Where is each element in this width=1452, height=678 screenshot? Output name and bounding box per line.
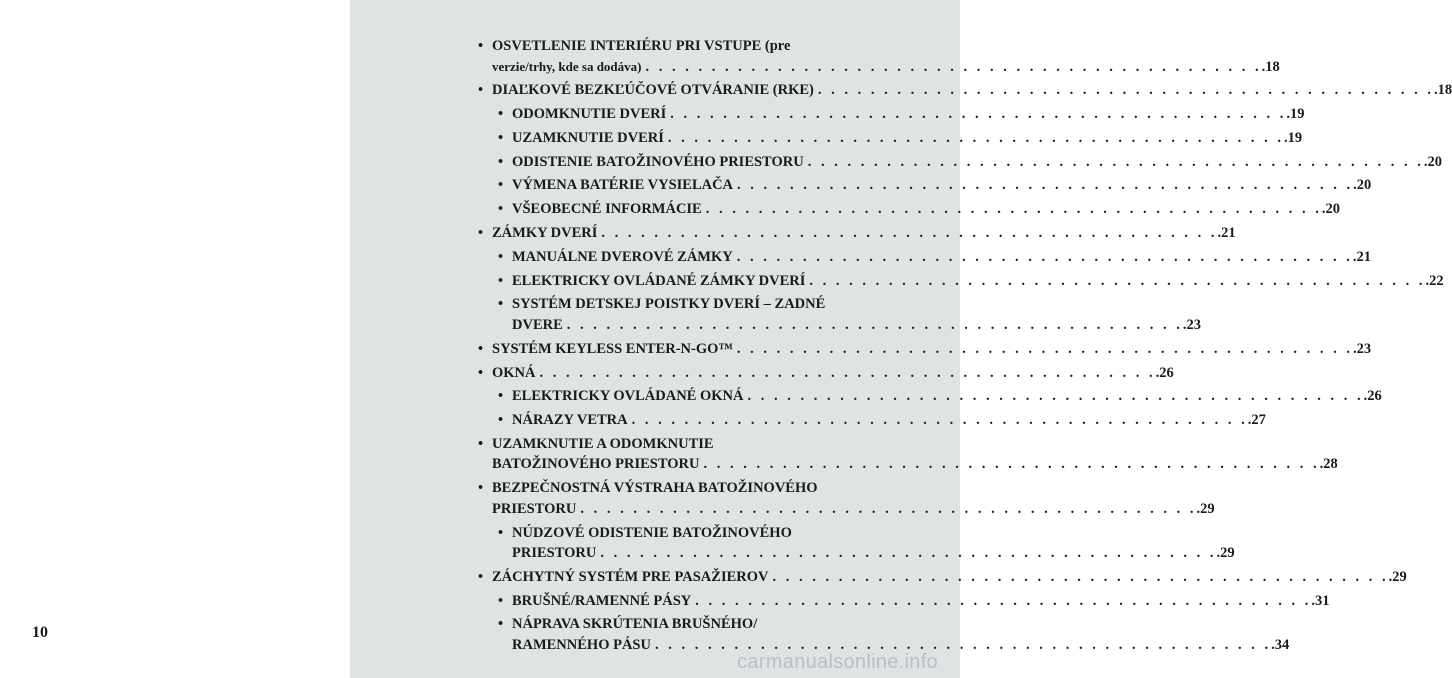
toc-entry[interactable] bbox=[478, 591, 1330, 612]
toc-entry[interactable] bbox=[478, 614, 1290, 655]
toc-page-number: .22 bbox=[1425, 272, 1444, 289]
dot-leader: . . . . . . . . . . . . . . . . . . . . . . . . . . . . . . . . . . . . . . . . . . . . . . . bbox=[705, 201, 1322, 218]
toc-entry[interactable] bbox=[478, 271, 1444, 292]
toc-page-number: .20 bbox=[1423, 153, 1442, 170]
bullet-icon: • bbox=[498, 177, 504, 194]
dot-leader: . . . . . . . . . . . . . . . . . . . . . . . . . . . . . . . . . . . . . . . . . . . . . . . bbox=[817, 82, 1434, 99]
toc-page-number: .21 bbox=[1217, 225, 1236, 242]
dot-leader: . . . . . . . . . . . . . . . . . . . . . . . . . . . . . . . . . . . . . . . . . . . . . . . bbox=[736, 248, 1353, 265]
bullet-icon: • bbox=[478, 480, 484, 497]
toc-page-number: .18 bbox=[1434, 82, 1452, 99]
toc-entry[interactable] bbox=[478, 386, 1382, 407]
toc-entry-title: ODISTENIE BATOŽINOVÉHO PRIESTORU bbox=[512, 153, 804, 170]
toc-entry-title: NÁPRAVA SKRÚTENIA BRUŠNÉHO/ bbox=[512, 616, 758, 633]
toc-entry[interactable] bbox=[478, 175, 1372, 196]
toc-entry[interactable] bbox=[478, 434, 1338, 475]
bullet-icon: • bbox=[498, 296, 504, 313]
bullet-icon: • bbox=[498, 248, 504, 265]
watermark: carmanualsonline.info bbox=[737, 651, 938, 673]
dot-leader: . . . . . . . . . . . . . . . . . . . . . . . . . . . . . . . . . . . . . . . . . . . . . . . bbox=[601, 225, 1218, 242]
toc-entry-title: DIAĽKOVÉ BEZKĽÚČOVÉ OTVÁRANIE (RKE) bbox=[492, 82, 814, 99]
dot-leader: . . . . . . . . . . . . . . . . . . . . . . . . . . . . . . . . . . . . . . . . . . . . . . . bbox=[737, 177, 1354, 194]
toc-page-number: .19 bbox=[1286, 106, 1305, 123]
toc-entry-title: RAMENNÉHO PÁSU bbox=[512, 636, 651, 653]
left-page bbox=[0, 0, 350, 678]
toc-entry[interactable] bbox=[478, 104, 1305, 125]
dot-leader: . . . . . . . . . . . . . . . . . . . . . . . . . . . . . . . . . . . . . . . . . . . . . . . bbox=[566, 316, 1183, 333]
dot-leader: . . . . . . . . . . . . . . . . . . . . . . . . . . . . . . . . . . . . . . . . . . . . . . . bbox=[580, 500, 1197, 517]
dot-leader: . . . . . . . . . . . . . . . . . . . . . . . . . . . . . . . . . . . . . . . . . . . . . . . bbox=[695, 592, 1312, 609]
dot-leader: . . . . . . . . . . . . . . . . . . . . . . . . . . . . . . . . . . . . . . . . . . . . . . . bbox=[654, 636, 1272, 653]
bullet-icon: • bbox=[478, 435, 484, 452]
toc-entry-title: SYSTÉM DETSKEJ POISTKY DVERÍ – ZADNÉ bbox=[512, 296, 826, 313]
toc-page-number: .26 bbox=[1363, 388, 1382, 405]
toc-entry-title: SYSTÉM KEYLESS ENTER-N-GO™ bbox=[492, 340, 733, 357]
dot-leader: . . . . . . . . . . . . . . . . . . . . . . . . . . . . . . . . . . . . . . . . . . . . . . . bbox=[809, 272, 1426, 289]
toc-page-number: .29 bbox=[1196, 500, 1215, 517]
toc-entry[interactable] bbox=[478, 410, 1266, 431]
toc-page-number: .20 bbox=[1353, 177, 1372, 194]
bullet-icon: • bbox=[498, 524, 504, 541]
toc-entry[interactable] bbox=[478, 223, 1236, 244]
toc-entry-title: BEZPEČNOSTNÁ VÝSTRAHA BATOŽINOVÉHO bbox=[492, 480, 818, 497]
toc-entry-title: UZAMKNUTIE DVERÍ bbox=[512, 129, 664, 146]
toc-entry-title: VŠEOBECNÉ INFORMÁCIE bbox=[512, 201, 702, 218]
toc-entry[interactable] bbox=[478, 128, 1303, 149]
toc-page-number: .21 bbox=[1352, 248, 1371, 265]
toc-entry-title: UZAMKNUTIE A ODOMKNUTIE bbox=[492, 435, 714, 452]
toc-entry[interactable] bbox=[478, 567, 1407, 588]
dot-leader: . . . . . . . . . . . . . . . . . . . . . . . . . . . . . . . . . . . . . . . . . . . . . . . bbox=[645, 58, 1262, 75]
dot-leader: . . . . . . . . . . . . . . . . . . . . . . . . . . . . . . . . . . . . . . . . . . . . . . . bbox=[667, 129, 1284, 146]
bullet-icon: • bbox=[478, 225, 484, 242]
bullet-icon: • bbox=[498, 388, 504, 405]
toc-page-number: .20 bbox=[1321, 201, 1340, 218]
toc-page-number: .34 bbox=[1271, 636, 1290, 653]
toc-entry[interactable] bbox=[478, 294, 1202, 335]
toc-entry[interactable] bbox=[478, 247, 1371, 268]
toc-entry-title: PRIESTORU bbox=[492, 500, 577, 517]
toc-entry[interactable] bbox=[478, 199, 1340, 220]
toc-page-number: .19 bbox=[1284, 129, 1303, 146]
toc-entry[interactable] bbox=[478, 363, 1174, 384]
toc-entry-title: VÝMENA BATÉRIE VYSIELAČA bbox=[512, 177, 734, 194]
bullet-icon: • bbox=[498, 592, 504, 609]
toc-entry-title: PRIESTORU bbox=[512, 545, 597, 562]
toc-entry[interactable] bbox=[478, 478, 1215, 519]
bullet-icon: • bbox=[478, 340, 484, 357]
dot-leader: . . . . . . . . . . . . . . . . . . . . . . . . . . . . . . . . . . . . . . . . . . . . . . . bbox=[747, 388, 1364, 405]
dot-leader: . . . . . . . . . . . . . . . . . . . . . . . . . . . . . . . . . . . . . . . . . . . . . . . bbox=[670, 106, 1287, 123]
toc-page-number: .23 bbox=[1182, 316, 1202, 333]
toc-page-number: .29 bbox=[1216, 545, 1235, 562]
dot-leader: . . . . . . . . . . . . . . . . . . . . . . . . . . . . . . . . . . . . . . . . . . . . . . . bbox=[600, 545, 1217, 562]
toc-entry-title: OKNÁ bbox=[492, 364, 536, 381]
toc-page-number: .31 bbox=[1311, 592, 1330, 609]
toc-entry[interactable] bbox=[478, 152, 1442, 173]
bullet-icon: • bbox=[498, 616, 504, 633]
dot-leader: . . . . . . . . . . . . . . . . . . . . . . . . . . . . . . . . . . . . . . . . . . . . . . . bbox=[807, 153, 1424, 170]
bullet-icon: • bbox=[498, 129, 504, 146]
toc-page-number: .29 bbox=[1388, 568, 1407, 585]
toc-entry-title: ZÁCHYTNÝ SYSTÉM PRE PASAŽIEROV bbox=[492, 568, 769, 585]
toc-entry-title: verzie/trhy, kde sa dodáva) bbox=[492, 58, 642, 74]
bullet-icon: • bbox=[498, 201, 504, 218]
toc-page-number: .26 bbox=[1155, 364, 1174, 381]
bullet-icon: • bbox=[478, 38, 484, 54]
toc-entry-title: DVERE bbox=[512, 316, 563, 333]
bullet-icon: • bbox=[498, 412, 504, 429]
bullet-icon: • bbox=[478, 364, 484, 381]
bullet-icon: • bbox=[478, 568, 484, 585]
toc-entry[interactable] bbox=[478, 36, 1280, 77]
dot-leader: . . . . . . . . . . . . . . . . . . . . . . . . . . . . . . . . . . . . . . . . . . . . . . . bbox=[703, 456, 1320, 473]
toc-entry-title: NÁRAZY VETRA bbox=[512, 412, 628, 429]
bullet-icon: • bbox=[498, 153, 504, 170]
toc-entry-title: OSVETLENIE INTERIÉRU PRI VSTUPE (pre bbox=[492, 38, 791, 54]
toc-page-number: .23 bbox=[1353, 340, 1372, 357]
right-page bbox=[350, 0, 1452, 678]
bullet-icon: • bbox=[478, 82, 484, 99]
toc-entry-title: ODOMKNUTIE DVERÍ bbox=[512, 106, 667, 123]
toc-entry-title: ELEKTRICKY OVLÁDANÉ OKNÁ bbox=[512, 388, 744, 405]
dot-leader: . . . . . . . . . . . . . . . . . . . . . . . . . . . . . . . . . . . . . . . . . . . . . . . bbox=[772, 568, 1389, 585]
bullet-icon: • bbox=[498, 272, 504, 289]
toc-entry[interactable] bbox=[478, 80, 1452, 101]
toc-entry[interactable] bbox=[478, 339, 1372, 360]
toc-entry[interactable] bbox=[478, 523, 1235, 564]
page-number: 10 bbox=[32, 624, 48, 641]
dot-leader: . . . . . . . . . . . . . . . . . . . . . . . . . . . . . . . . . . . . . . . . . . . . . . . bbox=[736, 340, 1354, 357]
bullet-icon: • bbox=[498, 106, 504, 123]
toc-entry-title: BATOŽINOVÉHO PRIESTORU bbox=[492, 456, 700, 473]
dot-leader: . . . . . . . . . . . . . . . . . . . . . . . . . . . . . . . . . . . . . . . . . . . . . . . bbox=[631, 412, 1248, 429]
toc-entry-title: BRUŠNÉ/RAMENNÉ PÁSY bbox=[512, 592, 692, 609]
table-of-contents bbox=[478, 36, 1452, 659]
toc-entry-title: ZÁMKY DVERÍ bbox=[492, 225, 598, 242]
toc-page-number: .27 bbox=[1247, 412, 1266, 429]
dot-leader: . . . . . . . . . . . . . . . . . . . . . . . . . . . . . . . . . . . . . . . . . . . . . . . bbox=[539, 364, 1156, 381]
toc-entry-title: ELEKTRICKY OVLÁDANÉ ZÁMKY DVERÍ bbox=[512, 272, 806, 289]
toc-entry-title: MANUÁLNE DVEROVÉ ZÁMKY bbox=[512, 248, 733, 265]
toc-page-number: .18 bbox=[1261, 58, 1280, 75]
toc-entry-title: NÚDZOVÉ ODISTENIE BATOŽINOVÉHO bbox=[512, 524, 792, 541]
toc-page-number: .28 bbox=[1319, 456, 1338, 473]
